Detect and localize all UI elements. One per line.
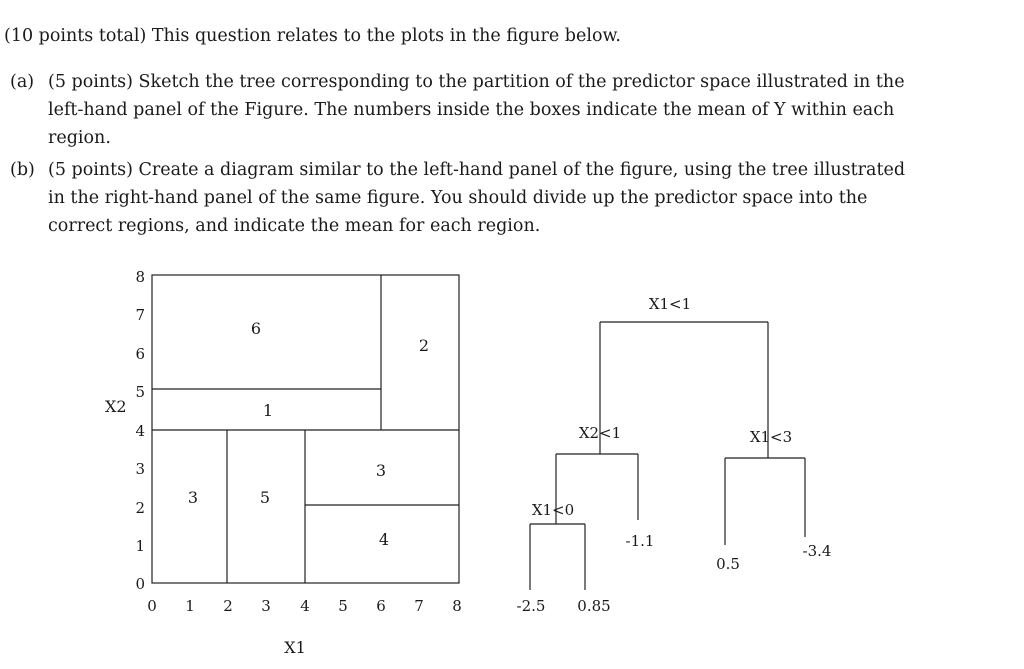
leaf-value: -2.5 (516, 597, 546, 615)
part-b-label: (b) (10, 160, 35, 180)
x-tick-label: 8 (452, 597, 462, 615)
split-label: X2<1 (578, 424, 622, 442)
part-b-line-1: (5 points) Create a diagram similar to the left-hand panel of the figure, using the tree illustrated (48, 160, 906, 180)
x-tick-label: 3 (261, 597, 271, 615)
part-a-line-1: (5 points) Sketch the tree corresponding to the partition of the predictor space illustrated in the (48, 72, 905, 92)
region-mean: 1 (262, 401, 274, 420)
y-tick-label: 5 (135, 383, 145, 401)
region-mean: 3 (187, 488, 199, 507)
question-intro: (10 points total) This question relates to the plots in the figure below. (4, 26, 621, 46)
split-label: X1<1 (648, 295, 692, 313)
part-a-line-2: left-hand panel of the Figure. The numbers inside the boxes indicate the mean of Y within each (48, 100, 895, 120)
y-tick-label: 8 (135, 268, 145, 286)
y-tick-label: 0 (135, 575, 145, 593)
x-tick-label: 7 (414, 597, 424, 615)
x-tick-label: 6 (376, 597, 386, 615)
part-a-line-3: region. (48, 128, 111, 148)
leaf-value: -1.1 (625, 532, 655, 550)
y-tick-label: 3 (135, 460, 145, 478)
region-mean: 6 (250, 319, 262, 338)
y-tick-label: 2 (135, 499, 145, 517)
x-tick-label: 4 (300, 597, 310, 615)
x-tick-label: 5 (338, 597, 348, 615)
split-label: X1<0 (531, 501, 575, 519)
y-tick-label: 1 (135, 537, 145, 555)
leaf-value: -3.4 (802, 542, 832, 560)
x-tick-label: 1 (185, 597, 195, 615)
part-b-line-2: in the right-hand panel of the same figure. You should divide up the predictor space into the (48, 188, 868, 208)
x-axis-label: X1 (284, 638, 306, 657)
region-mean: 5 (259, 488, 271, 507)
split-label: X1<3 (749, 428, 793, 446)
y-tick-label: 7 (135, 306, 145, 324)
y-axis-label: X2 (105, 397, 127, 416)
region-mean: 4 (378, 530, 390, 549)
x-tick-label: 2 (223, 597, 233, 615)
y-tick-label: 6 (135, 345, 145, 363)
region-mean: 2 (418, 336, 430, 355)
region-mean: 3 (375, 461, 387, 480)
part-a-label: (a) (10, 72, 35, 92)
part-b-line-3: correct regions, and indicate the mean for each region. (48, 216, 541, 236)
leaf-value: 0.5 (716, 555, 740, 573)
leaf-value: 0.85 (577, 597, 611, 615)
x-tick-label: 0 (147, 597, 157, 615)
y-tick-label: 4 (135, 422, 145, 440)
regression-tree (530, 322, 805, 590)
partition-plot (152, 275, 459, 583)
